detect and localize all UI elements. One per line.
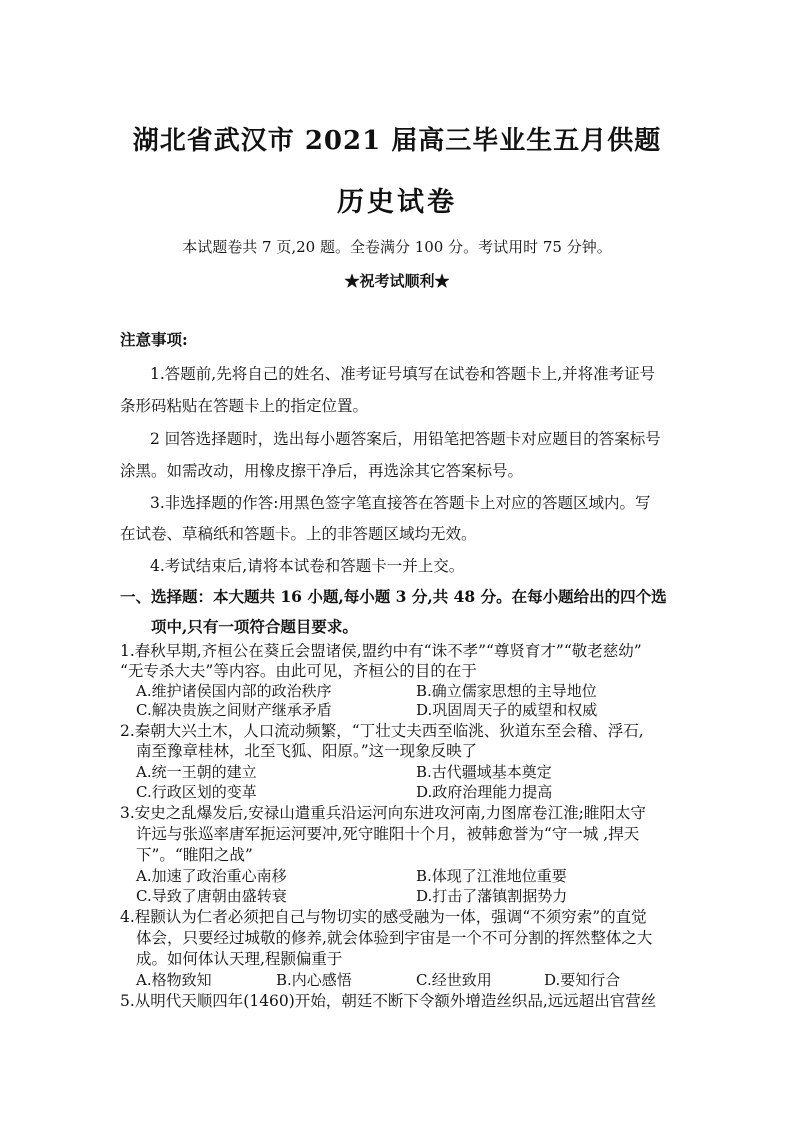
question-3-line-3: 下”。“睢阳之战” [136,846,253,864]
notice-item-4-line-1: 4.考试结束后,请将本试卷和答题卡一并上交。 [150,557,465,575]
question-3-option-b: B.体现了江淮地位重要 [416,867,567,885]
question-4-line-2: 体会，只要经过城敬的修养,就会体验到宇宙是一个不可分割的挥然整体之大 [136,929,653,947]
question-1-line-2: “无专杀大夫”等内容。由此可见，齐桓公的目的在于 [120,662,477,680]
notice-item-1-line-1: 1.答题前,先将自己的姓名、准考证号填写在试卷和答题卡上,并将准考证号 [150,365,656,383]
good-luck-line: ★祝考试顺利★ [344,272,450,290]
question-2-option-d: D.政府治理能力提高 [416,783,553,801]
notice-item-2-line-1: 2 回答选择题时，选出每小题答案后，用铅笔把答题卡对应题目的答案标号 [150,430,661,448]
notice-item-3-line-2: 在试卷、草稿纸和答题卡。上的非答题区域均无效。 [120,525,477,543]
question-4-option-c: C.经世致用 [416,971,492,989]
question-3-line-1: 3.安史之乱爆发后,安禄山遣重兵沿运河向东进攻河南,力图席卷江淮;睢阳太守 [120,804,646,822]
question-3-option-c: C.导致了唐朝由盛转衰 [136,887,287,905]
exam-title: 湖北省武汉市 2021 届高三毕业生五月供题 [132,126,662,156]
notice-item-2-line-2: 涂黑。如需改动，用橡皮擦干净后，再选涂其它答案标号。 [120,462,524,480]
question-2-line-2: 南至豫章桂林，北至飞狐、阳原。”这一现象反映了 [136,742,478,760]
question-2-option-b: B.古代疆域基本奠定 [416,763,552,781]
question-1-option-a: A.维护诸侯国内部的政治秩序 [136,682,332,700]
question-1-option-c: C.解决贵族之间财产继承矛盾 [136,701,332,719]
question-1-option-b: B.确立儒家思想的主导地位 [416,682,597,700]
question-4-line-3: 成。如何体认天理,程颢偏重于 [136,950,343,968]
question-1-option-d: D.巩固周天子的威望和权威 [416,701,598,719]
exam-info: 本试题卷共 7 页,20 题。全卷满分 100 分。考试用时 75 分钟。 [182,238,612,256]
question-4-option-d: D.要知行合 [544,971,621,989]
question-1-line-1: 1.春秋早期,齐桓公在葵丘会盟诸侯,盟约中有“诛不孝”“尊贤育才”“敬老慈幼” [120,642,642,660]
question-2-option-c: C.行政区划的变革 [136,783,257,801]
section-heading-line-2: 项中,只有一项符合题目要求。 [151,617,358,636]
question-5-line-1: 5.从明代天顺四年(1460)开始，朝廷不断下令额外增造丝织品,远远超出官营丝 [120,992,657,1010]
notice-heading: 注意事项: [120,330,188,349]
notice-item-1-line-2: 条形码粘贴在答题卡上的指定位置。 [120,397,369,415]
question-2-option-a: A.统一王朝的建立 [136,763,257,781]
question-3-line-2: 许远与张巡率唐军扼运河要冲,死守睢阳十个月，被韩愈誉为“守一城 ,捍天 [136,825,640,843]
question-3-option-d: D.打击了藩镇割据势力 [416,887,568,905]
question-2-line-1: 2.秦朝大兴土木，人口流动频繁，“丁壮丈夫西至临洮、狄道东至会稽、浮石, [120,722,644,740]
question-4-line-1: 4.程颢认为仁者必须把自己与物切实的感受融为一体，强调“不须穷索”的直觉 [120,908,647,926]
question-4-option-b: B.内心感悟 [276,971,352,989]
exam-subject-title: 历史试卷 [337,187,457,218]
question-3-option-a: A.加速了政治重心南移 [136,867,287,885]
notice-item-3-line-1: 3.非选择题的作答:用黑色签字笔直接答在答题卡上对应的答题区域内。写 [150,494,651,512]
question-4-option-a: A.格物致知 [136,971,212,989]
section-heading-line-1: 一、选择题：本大题共 16 小题,每小题 3 分,共 48 分。在每小题给出的四个选 [120,587,667,606]
